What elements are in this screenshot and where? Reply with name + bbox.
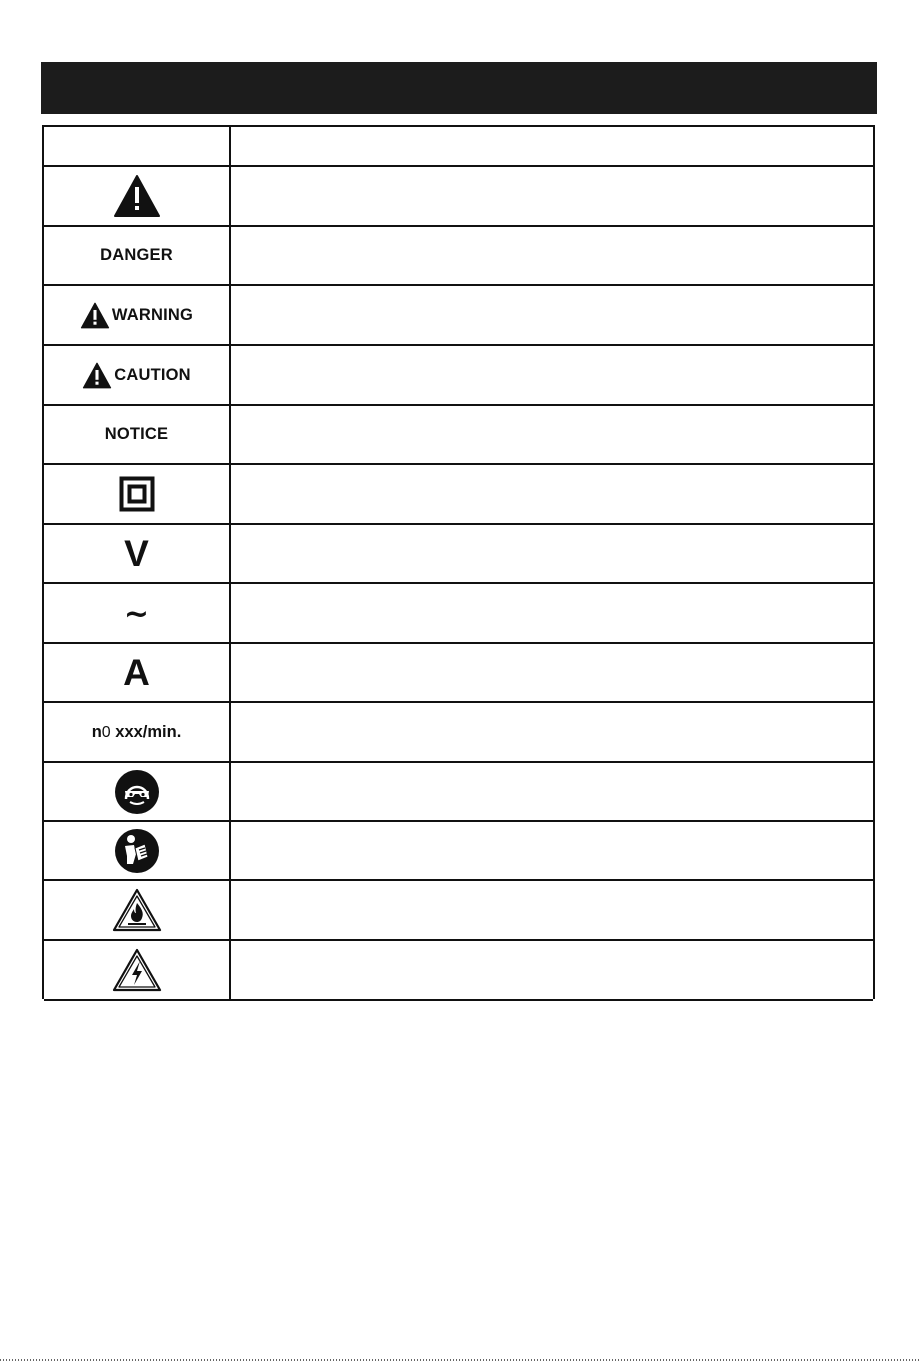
eye-protection-icon [114,769,160,815]
table-row [44,941,873,1001]
table-row [44,763,873,822]
electric-shock-icon [111,947,163,993]
table-row [44,644,873,703]
signal-word-notice: NOTICE [104,425,169,443]
amperes-symbol: A [123,652,150,693]
table-row [44,881,873,941]
warning-triangle-icon [80,302,110,329]
speed-subscript: 0 [101,723,111,741]
double-insulation-icon [119,476,155,512]
table-row [44,703,873,763]
alternating-current-symbol: ~ [123,597,150,632]
table-row [44,822,873,881]
read-manual-icon [114,828,160,874]
no-load-speed-symbol [92,723,182,742]
symbol-table [42,125,875,999]
warning-triangle-icon [82,362,112,389]
signal-word-danger: DANGER [100,246,173,264]
warning-triangle-icon [113,174,161,218]
table-row [44,406,873,465]
table-row [44,525,873,584]
volts-symbol: V [124,533,149,574]
signal-word-caution: CAUTION [114,365,191,384]
table-header-row [44,127,873,167]
table-row [44,465,873,525]
fire-hazard-icon [111,887,163,933]
section-title-bar [41,62,877,114]
table-row [44,167,873,227]
table-row [44,584,873,644]
speed-unit: xxx/min. [110,722,182,741]
speed-n: n [91,722,102,741]
table-row [44,346,873,406]
signal-word-warning: WARNING [111,305,194,324]
table-row [44,286,873,346]
table-row [44,227,873,286]
